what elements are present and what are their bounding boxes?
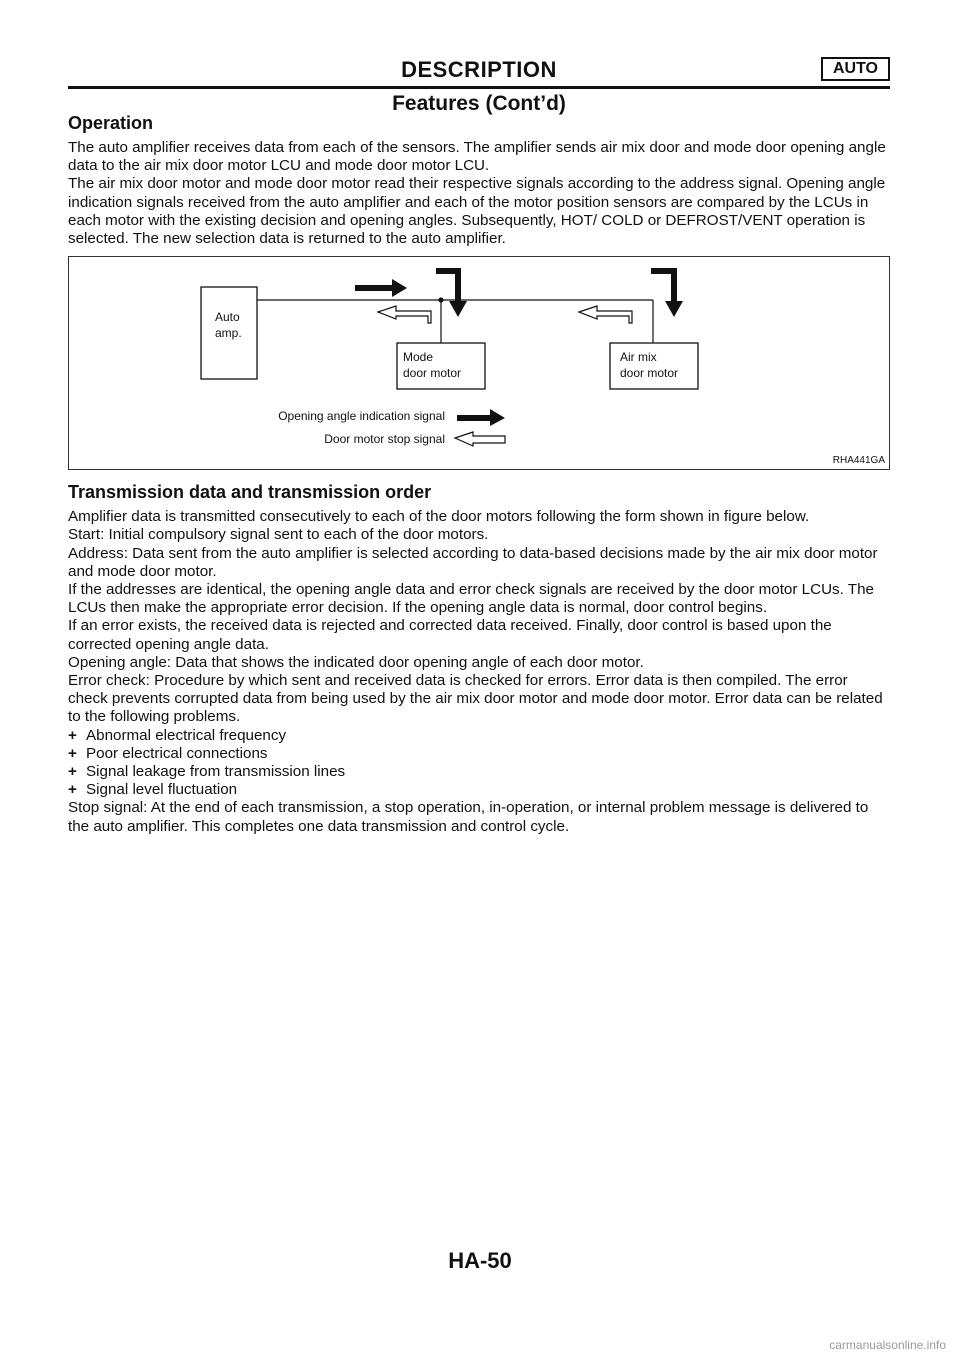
paragraph: If an error exists, the received data is rejected and corrected data received. Finally, door control is based upon the corrected opening angle data. [68,617,832,653]
section-heading-transmission: Transmission data and transmission order [68,482,432,503]
page-number: HA-50 [448,1248,512,1273]
list-item [68,745,890,763]
list-item-text: Signal leakage from transmission lines [86,763,346,781]
legend-open-label: Opening angle indication signal [278,409,445,424]
indication-arrow-icon [651,268,683,317]
indication-arrow-icon [355,279,407,297]
list-item-text: Signal level fluctuation [86,781,238,799]
airmix-motor-label: door motor [620,366,679,381]
list-item-text: Poor electrical connections [86,744,268,762]
bullet-mark: + [68,781,77,799]
page-content [68,112,890,836]
junction-dot [438,298,443,303]
legend-indication-arrow-icon [457,409,505,426]
paragraph: The auto amplifier receives data from each of the sensors. The amplifier sends air mix door and mode door opening angle data to the air mix door motor LCU and mode door motor LCU. [68,139,886,175]
auto-amp-label: Auto [215,310,240,325]
paragraph: Stop signal: At the end of each transmission, a stop operation, in-operation, or internal problem message is delivered to the auto amplifier. This completes one data transmission and control cycle. [68,799,869,835]
paragraph: Start: Initial compulsory signal sent to each of the door motors. [68,526,489,544]
legend-stop-label: Door motor stop signal [324,432,445,447]
list-item-text: Abnormal electrical frequency [86,726,287,744]
page-header [68,55,890,117]
watermark: carmanualsonline.info [829,1338,946,1352]
paragraph: Opening angle: Data that shows the indicated door opening angle of each door motor. [68,653,644,671]
stop-arrow-icon [579,306,632,323]
bullet-mark: + [68,763,77,781]
mode-motor-label: door motor [403,366,462,381]
paragraph: Error check: Procedure by which sent and received data is checked for errors. Error data is then compiled. The error check prevents corrupted data from being used by the air mix door motor and mode door motor. Error data can be related to the following problems. [68,672,883,726]
header-subtitle: Features (Cont’d) [392,92,566,115]
list-item [68,763,890,781]
section-heading-operation: Operation [68,113,154,133]
header-title: DESCRIPTION [401,57,557,82]
airmix-motor-label: Air mix [620,350,657,365]
auto-amp-label: amp. [215,326,242,341]
paragraph: The air mix door motor and mode door motor read their respective signals according to the address signal. Opening angle indication signals received from the auto amplifier and each of the motor position sensors are compared by the LCUs in each motor with the existing decision and opening angles. Subsequently, HOT/ COLD or DEFROST/VENT operation is selected. The new selection data is returned to the auto amplifier. [68,175,886,248]
bullet-mark: + [68,726,77,744]
header-badge: AUTO [821,57,890,81]
stop-arrow-icon [378,306,431,323]
list-item [68,781,890,799]
paragraph: Address: Data sent from the auto amplifier is selected according to data-based decisions made by the air mix door motor and mode door motor. [68,544,878,580]
mode-motor-label: Mode [403,350,434,365]
signal-flow-diagram [68,256,890,470]
header-rule [68,86,890,89]
figure-id: RHA441GA [832,455,885,467]
header-line [68,55,890,85]
list-item [68,727,890,745]
legend-stop-arrow-icon [455,432,505,446]
paragraph: If the addresses are identical, the opening angle data and error check signals are received by the door motor LCUs. The LCUs then make the appropriate error decision. If the opening angle data is normal, door control begins. [68,581,874,617]
diagram-svg [69,257,889,469]
paragraph: Amplifier data is transmitted consecutively to each of the door motors following the form shown in figure below. [68,508,810,526]
bullet-mark: + [68,744,77,762]
